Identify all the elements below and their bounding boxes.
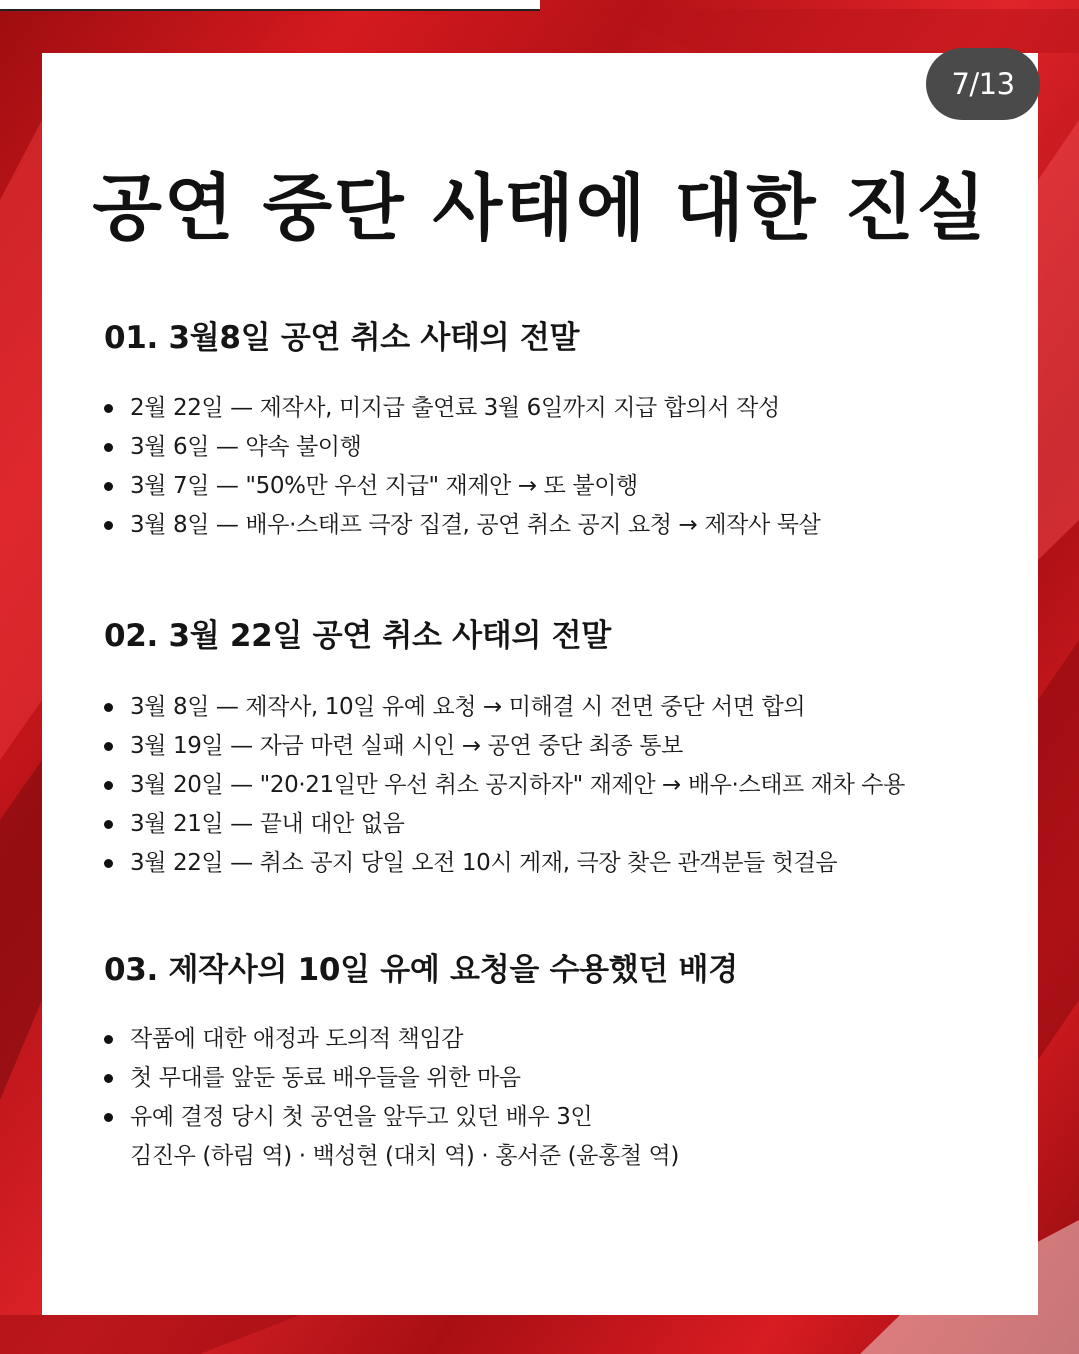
bullet-icon [104,1113,113,1122]
list-item: 3월 21일 — 끝내 대안 없음 [104,805,1004,844]
list-item: 작품에 대한 애정과 도의적 책임감 [104,1020,1004,1059]
bullet-icon [104,443,113,452]
section-heading: 02. 3월 22일 공연 취소 사태의 전말 [104,618,611,654]
list-item: 3월 19일 — 자금 마련 실패 시인 → 공연 중단 최종 통보 [104,727,1004,766]
bullet-icon [104,482,113,491]
bullet-icon [104,1035,113,1044]
list-item: 2월 22일 — 제작사, 미지급 출연료 3월 6일까지 지급 합의서 작성 [104,389,1004,428]
bullet-list [104,1020,1004,1176]
list-item: 3월 6일 — 약속 불이행 [104,428,1004,467]
page-title: 공연 중단 사태에 대한 진실 [92,166,988,250]
list-item: 3월 7일 — "50%만 우선 지급" 재제안 → 또 불이행 [104,467,1004,506]
page-indicator-badge: 7/13 [926,48,1040,120]
section-1 [104,312,1004,545]
section-2 [104,610,1004,883]
list-item: 유예 결정 당시 첫 공연을 앞두고 있던 배우 3인 김진우 (하림 역) · 백성현 (대치 역) · 홍서준 (윤홍철 역) [104,1098,1004,1176]
bullet-icon [104,404,113,413]
bullet-icon [104,1074,113,1083]
bullet-icon [104,859,113,868]
top-edge-strip [0,0,540,11]
bullet-icon [104,742,113,751]
section-heading: 03. 제작사의 10일 유예 요청을 수용했던 배경 [104,952,738,988]
list-item: 3월 8일 — 배우·스태프 극장 집결, 공연 취소 공지 요청 → 제작사 묵살 [104,506,1004,545]
list-item: 3월 20일 — "20·21일만 우선 취소 공지하자" 재제안 → 배우·스태프 재차 수용 [104,766,1004,805]
section-heading: 01. 3월8일 공연 취소 사태의 전말 [104,320,580,356]
section-3 [104,944,1004,1176]
bullet-icon [104,820,113,829]
list-item: 첫 무대를 앞둔 동료 배우들을 위한 마음 [104,1059,1004,1098]
list-item: 3월 22일 — 취소 공지 당일 오전 10시 게재, 극장 찾은 관객분들 헛걸음 [104,844,1004,883]
bullet-icon [104,781,113,790]
list-item: 3월 8일 — 제작사, 10일 유예 요청 → 미해결 시 전면 중단 서면 합의 [104,688,1004,727]
list-item-continuation: 김진우 (하림 역) · 백성현 (대치 역) · 홍서준 (윤홍철 역) [130,1143,679,1169]
bullet-list [104,688,1004,883]
bullet-icon [104,703,113,712]
bullet-list [104,389,1004,545]
bullet-icon [104,521,113,530]
